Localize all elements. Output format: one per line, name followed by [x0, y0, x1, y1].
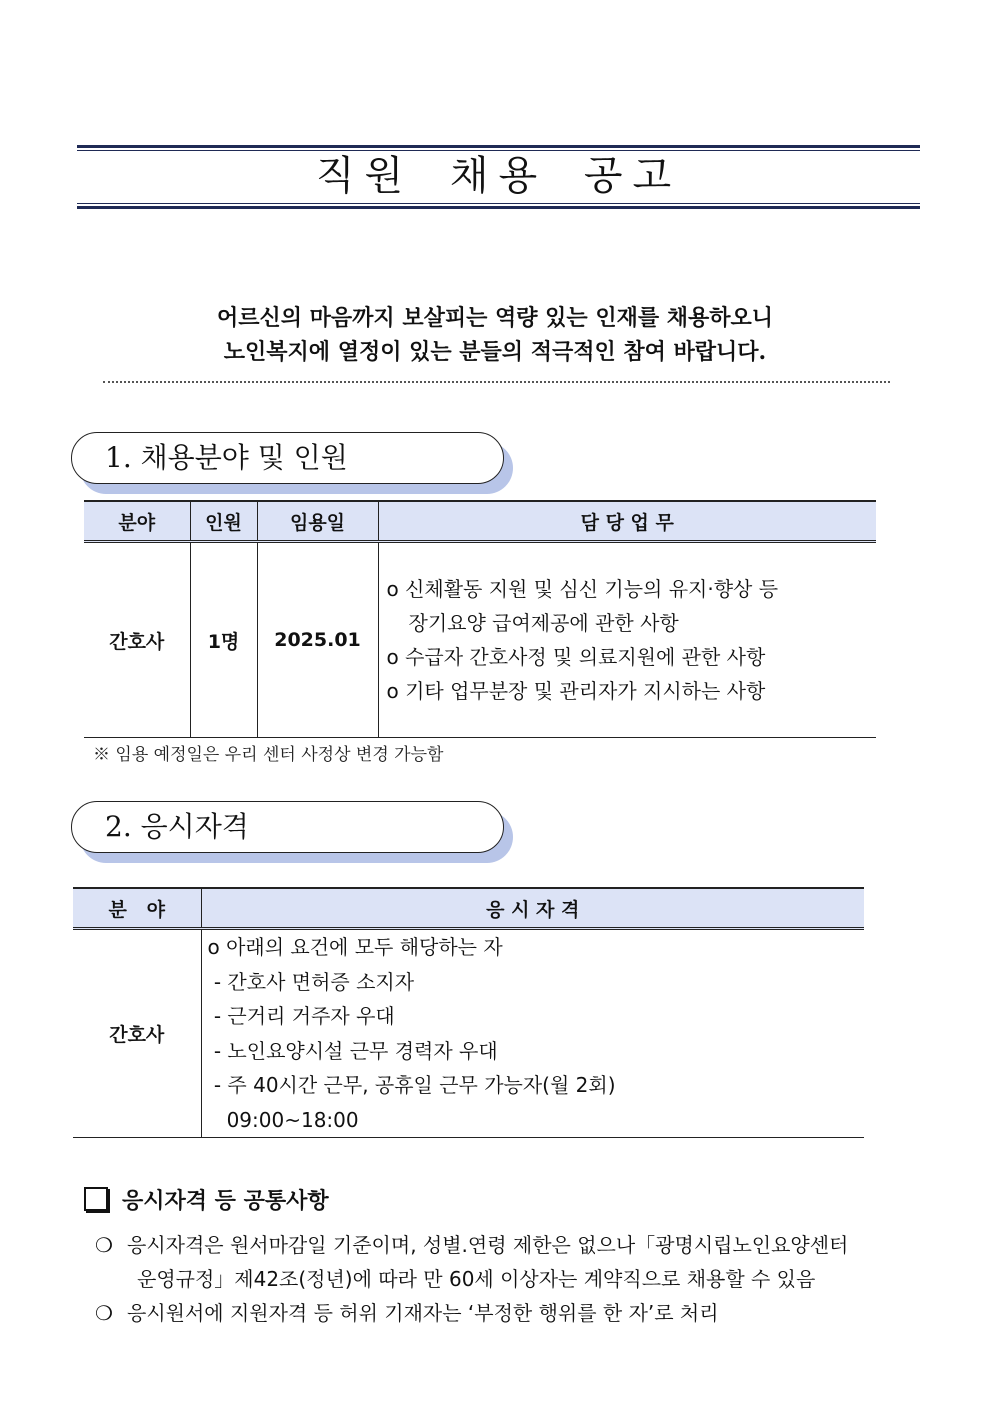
title-top-rule [77, 145, 920, 148]
table-row [73, 929, 864, 1138]
header-field: 분 야 [73, 888, 201, 929]
intro-divider [103, 381, 890, 383]
qual-item: - 주 40시간 근무, 공휴일 근무 가능자(월 2회) [207, 1073, 616, 1097]
cell-date: 2025.01 [257, 542, 378, 738]
header-field: 분야 [84, 501, 190, 542]
duty-item-cont: 장기요양 급여제공에 관한 사항 [408, 611, 679, 635]
title-bottom-rule-thin [77, 203, 920, 204]
header-qualification: 응 시 자 격 [201, 888, 864, 929]
header-duties: 담 당 업 무 [378, 501, 876, 542]
common-heading [84, 1187, 329, 1217]
list-item [95, 1228, 930, 1262]
intro-line-2: 노인복지에 열정이 있는 분들의 적극적인 참여 바랍니다. [223, 339, 767, 365]
cell-field: 간호사 [84, 542, 190, 738]
qual-item: - 노인요양시설 근무 경력자 우대 [207, 1038, 498, 1063]
duty-item: o 신체활동 지원 및 심신 기능의 유지·향상 등 [386, 577, 779, 601]
list-item-text: 응시원서에 지원자격 등 허위 기재자는 ‘부정한 행위를 한 자’로 처리 [127, 1301, 719, 1325]
cell-count: 1명 [190, 542, 257, 738]
checkbox-icon [84, 1187, 108, 1211]
list-item-text: 응시자격은 원서마감일 기준이며, 성별.연령 제한은 없으나「광명시립노인요양센터 [127, 1233, 849, 1257]
common-heading-text: 응시자격 등 공통사항 [122, 1189, 329, 1214]
qualification-table [73, 887, 864, 1138]
cell-duties [378, 542, 876, 738]
qual-item: 09:00~18:00 [207, 1107, 359, 1132]
qual-item: - 간호사 면허증 소지자 [207, 969, 415, 994]
title-bottom-rule [77, 206, 920, 209]
date-note: ※ 임용 예정일은 우리 센터 사정상 변경 가능함 [93, 745, 444, 765]
recruit-table [84, 500, 876, 738]
qual-item: - 근거리 거주자 우대 [207, 1004, 395, 1028]
section2-title: 2. 응시자격 [105, 810, 249, 843]
section1-title: 1. 채용분야 및 인원 [105, 441, 348, 474]
qualification-table-header [73, 888, 864, 929]
recruit-table-header [84, 501, 876, 542]
circle-bullet-icon: ❍ [95, 1301, 113, 1325]
duty-item: o 수급자 간호사정 및 의료지원에 관한 사항 [386, 645, 766, 669]
duty-item: o 기타 업무분장 및 관리자가 지시하는 사항 [386, 679, 766, 703]
cell-qualifications [201, 929, 864, 1138]
list-item-cont [95, 1262, 930, 1296]
circle-bullet-icon: ❍ [95, 1233, 113, 1257]
intro-line-1: 어르신의 마음까지 보살피는 역량 있는 인재를 채용하오니 [216, 305, 773, 331]
qual-item: o 아래의 요건에 모두 해당하는 자 [207, 935, 503, 959]
header-count: 인원 [190, 501, 257, 542]
list-item [95, 1296, 930, 1330]
common-list [95, 1228, 930, 1330]
cell-field: 간호사 [73, 929, 201, 1138]
table-row [84, 542, 876, 738]
list-item-text: 운영규정」제42조(정년)에 따라 만 60세 이상자는 계약직으로 채용할 수 있음 [137, 1267, 816, 1291]
header-date: 임용일 [257, 501, 378, 542]
page-title: 직원 채용 공고 [315, 153, 682, 199]
